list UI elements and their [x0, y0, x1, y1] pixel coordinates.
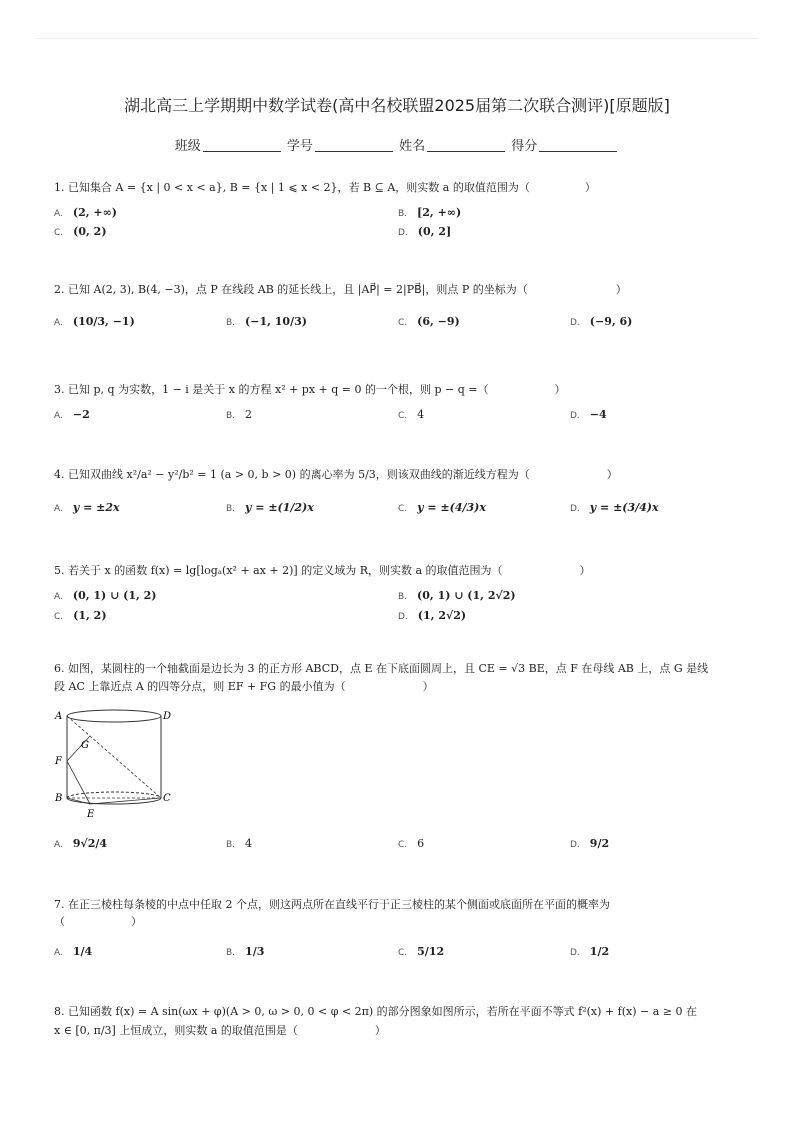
segment-be: [67, 798, 90, 804]
q1-option-c[interactable]: C. (0, 2): [54, 225, 107, 238]
question-stem: 如图，某圆柱的一个轴截面是边长为 3 的正方形 ABCD，点 E 在下底面圆周上，且 CE = √3 BE，点 F 在母线 AB 上，点 G 是线: [68, 662, 709, 675]
q1-option-a[interactable]: A. (2, +∞): [54, 206, 117, 219]
question-number: 4.: [54, 468, 65, 481]
q1-option-d[interactable]: D. (0, 2]: [398, 225, 452, 238]
label-f: F: [55, 756, 62, 767]
page-title: 湖北高三上学期期中数学试卷(高中名校联盟2025届第二次联合测评)[原题版]: [124, 96, 670, 115]
question-7-line-2: （ ）: [54, 915, 142, 928]
q7-option-d[interactable]: D. 1/2: [570, 945, 610, 958]
question-number: 5.: [54, 564, 65, 577]
header-divider: [36, 38, 758, 39]
q2-option-a[interactable]: A. (10/3, −1): [54, 315, 135, 328]
question-3: [54, 381, 566, 398]
q2-option-d[interactable]: D. (−9, 6): [570, 315, 633, 328]
question-6-line-2: 段 AC 上靠近点 A 的四等分点，则 EF + FG 的最小值为（ ）: [54, 680, 434, 693]
question-7: [54, 896, 610, 913]
q4-option-c[interactable]: C. y = ±(4/3)x: [398, 501, 486, 514]
class-blank[interactable]: [203, 151, 281, 152]
q5-option-a[interactable]: A. (0, 1) ∪ (1, 2): [54, 589, 157, 602]
cylinder-figure: [52, 706, 172, 821]
question-1: [54, 179, 596, 196]
question-stem: 若关于 x 的函数 f(x) = lg[logₐ(x² + ax + 2)] 的定义域为 R，则实数 a 的取值范围为（ ）: [68, 564, 591, 577]
question-8-line-2: x ∈ [0, π/3] 上恒成立，则实数 a 的取值范围是（ ）: [54, 1024, 386, 1037]
name-label: 姓名: [399, 139, 426, 154]
score-blank[interactable]: [539, 151, 617, 152]
student-info-line: [0, 135, 794, 154]
id-label: 学号: [286, 139, 313, 154]
label-c: C: [163, 793, 171, 804]
label-d: D: [163, 711, 172, 722]
q4-option-b[interactable]: B. y = ±(1/2)x: [226, 501, 314, 514]
segment-fe: [67, 761, 90, 804]
q3-option-a[interactable]: A. −2: [54, 408, 90, 421]
question-8: [54, 1003, 697, 1020]
question-stem: 已知双曲线 x²/a² − y²/b² = 1 (a > 0, b > 0) 的离心率为 5/3，则该双曲线的渐近线方程为（ ）: [68, 468, 618, 481]
question-stem: 已知 p, q 为实数，1 − i 是关于 x 的方程 x² + px + q = 0 的一个根，则 p − q =（ ）: [68, 383, 566, 396]
q7-option-b[interactable]: B. 1/3: [226, 945, 265, 958]
question-stem: 在正三棱柱每条棱的中点中任取 2 个点，则这两点所在直线平行于正三棱柱的某个侧面或底面所在平面的概率为: [68, 898, 610, 911]
q2-option-b[interactable]: B. (−1, 10/3): [226, 315, 307, 328]
q6-option-c[interactable]: C. 6: [398, 837, 425, 850]
q6-option-a[interactable]: A. 9√2/4: [54, 837, 108, 850]
question-4: [54, 466, 618, 483]
q6-option-d[interactable]: D. 9/2: [570, 837, 610, 850]
id-blank[interactable]: [315, 151, 393, 152]
q1-option-b[interactable]: B. [2, +∞): [398, 206, 462, 219]
label-a: A: [55, 711, 63, 722]
question-number: 8.: [54, 1005, 65, 1018]
segment-ac: [67, 716, 161, 798]
class-label: 班级: [174, 139, 201, 154]
question-number: 1.: [54, 181, 65, 194]
question-stem: 已知函数 f(x) = A sin(ωx + φ)(A > 0, ω > 0, 0 < φ < 2π) 的部分图象如图所示，若所在平面不等式 f²(x) + f(x) − a ≥ 0 在: [68, 1005, 697, 1018]
question-number: 6.: [54, 662, 65, 675]
q5-option-c[interactable]: C. (1, 2): [54, 609, 107, 622]
q3-option-d[interactable]: D. −4: [570, 408, 607, 421]
label-b: B: [55, 793, 63, 804]
q5-option-b[interactable]: B. (0, 1) ∪ (1, 2√2): [398, 589, 516, 602]
bottom-back-arc: [67, 792, 161, 798]
q6-option-b[interactable]: B. 4: [226, 837, 253, 850]
label-e: E: [87, 809, 95, 820]
question-number: 7.: [54, 898, 65, 911]
question-6: [54, 660, 708, 677]
name-blank[interactable]: [427, 151, 505, 152]
question-stem: 已知集合 A = {x | 0 < x < a}, B = {x | 1 ⩽ x < 2}，若 B ⊆ A，则实数 a 的取值范围为（ ）: [68, 181, 596, 194]
top-ellipse: [67, 710, 161, 722]
q7-option-a[interactable]: A. 1/4: [54, 945, 93, 958]
score-label: 得分: [511, 139, 538, 154]
q4-option-a[interactable]: A. y = ±2x: [54, 501, 120, 514]
label-g: G: [81, 740, 89, 751]
question-5: [54, 562, 591, 579]
q7-option-c[interactable]: C. 5/12: [398, 945, 445, 958]
q4-option-d[interactable]: D. y = ±(3/4)x: [570, 501, 659, 514]
q5-option-d[interactable]: D. (1, 2√2): [398, 609, 467, 622]
question-stem: 已知 A(2, 3), B(4, −3)，点 P 在线段 AB 的延长线上，且 |AP⃗| = 2|PB⃗|，则点 P 的坐标为（ ）: [68, 283, 627, 296]
question-number: 2.: [54, 283, 65, 296]
question-2: [54, 281, 627, 298]
segment-ec: [90, 798, 161, 804]
q2-option-c[interactable]: C. (6, −9): [398, 315, 460, 328]
q3-option-c[interactable]: C. 4: [398, 408, 425, 421]
q3-option-b[interactable]: B. 2: [226, 408, 253, 421]
question-number: 3.: [54, 383, 65, 396]
